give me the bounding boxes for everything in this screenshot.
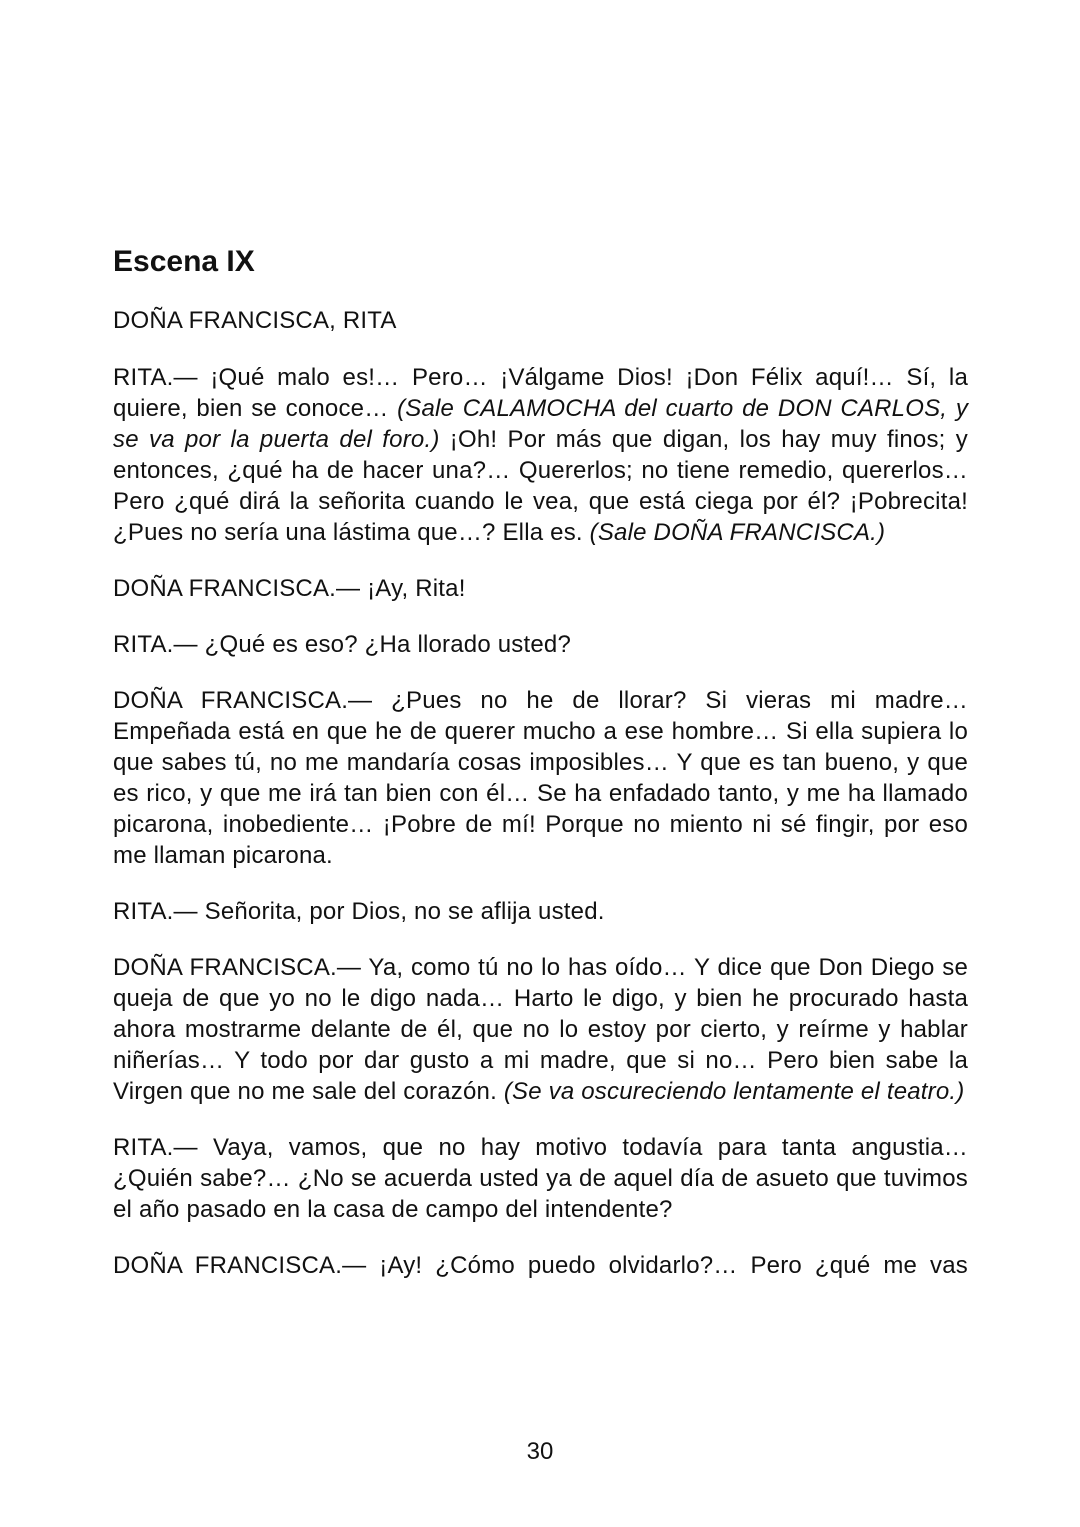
speech-text: RITA.— ¿Qué es eso? ¿Ha llorado usted?	[113, 631, 572, 658]
speech-text: DOÑA FRANCISCA.— Ya, como tú no lo has oído… Y dice que Don Diego se queja de que yo no le digo nada… Harto le digo, y bien he procurado hasta ahora mostrarme delante de él, que no lo estoy por cierto, y reírme y hablar niñerías… Y todo por dar gusto a mi madre, que si no… Pero bien sabe la Virgen que no me sale del corazón.	[113, 954, 968, 1105]
dialogue-paragraph	[113, 896, 968, 927]
stage-direction: (Se va oscureciendo lentamente el teatro.)	[503, 1078, 965, 1105]
stage-direction: (Sale DOÑA FRANCISCA.)	[589, 519, 886, 546]
stage-direction: (Sale CALAMOCHA del cuarto de DON CARLOS, y se va por la puerta del foro.)	[113, 395, 969, 453]
scene-cast: DOÑA FRANCISCA, RITA	[113, 307, 397, 334]
scene-title: Escena IX	[113, 245, 255, 278]
page-number: 30	[526, 1438, 554, 1465]
speech-text: RITA.— Vaya, vamos, que no hay motivo todavía para tanta angustia… ¿Quién sabe?… ¿No se acuerda usted ya de aquel día de asueto que tuvimos el año pasado en la casa de campo del intendente?	[113, 1134, 968, 1223]
dialogue-paragraph	[113, 1250, 968, 1281]
speech-text: DOÑA FRANCISCA.— ¿Pues no he de llorar? Si vieras mi madre… Empeñada está en que he de querer mucho a ese hombre… Si ella supiera lo que sabes tú, no me mandaría cosas imposibles… Y que es tan bueno, y que es rico, y que me irá tan bien con él… Se ha enfadado tanto, y me ha llamado picarona, inobediente… ¡Pobre de mí! Porque no miento ni sé fingir, por eso me llaman picarona.	[113, 687, 968, 869]
speech-text: DOÑA FRANCISCA.— ¡Ay! ¿Cómo puedo olvidarlo?… Pero ¿qué me vas	[113, 1252, 968, 1279]
dialogue-body	[113, 362, 968, 1306]
dialogue-paragraph	[113, 362, 968, 548]
speech-text: DOÑA FRANCISCA.— ¡Ay, Rita!	[113, 575, 466, 602]
dialogue-paragraph	[113, 629, 968, 660]
dialogue-paragraph	[113, 685, 968, 871]
speech-text: RITA.— Señorita, por Dios, no se aflija usted.	[113, 898, 605, 925]
speech-text: ¡Oh! Por más que digan, los hay muy finos; y entonces, ¿qué ha de hacer una?… Quererlos; no tiene remedio, quererlos… Pero ¿qué dirá la señorita cuando le vea, que está ciega por él? ¡Pobrecita! ¿Pues no sería una lástima que…? Ella es.	[113, 426, 968, 546]
speech-text: RITA.— ¡Qué malo es!… Pero… ¡Válgame Dios! ¡Don Félix aquí!… Sí, la quiere, bien se conoce…	[113, 364, 968, 422]
dialogue-paragraph	[113, 573, 968, 604]
dialogue-paragraph	[113, 1132, 968, 1225]
dialogue-paragraph	[113, 952, 968, 1107]
